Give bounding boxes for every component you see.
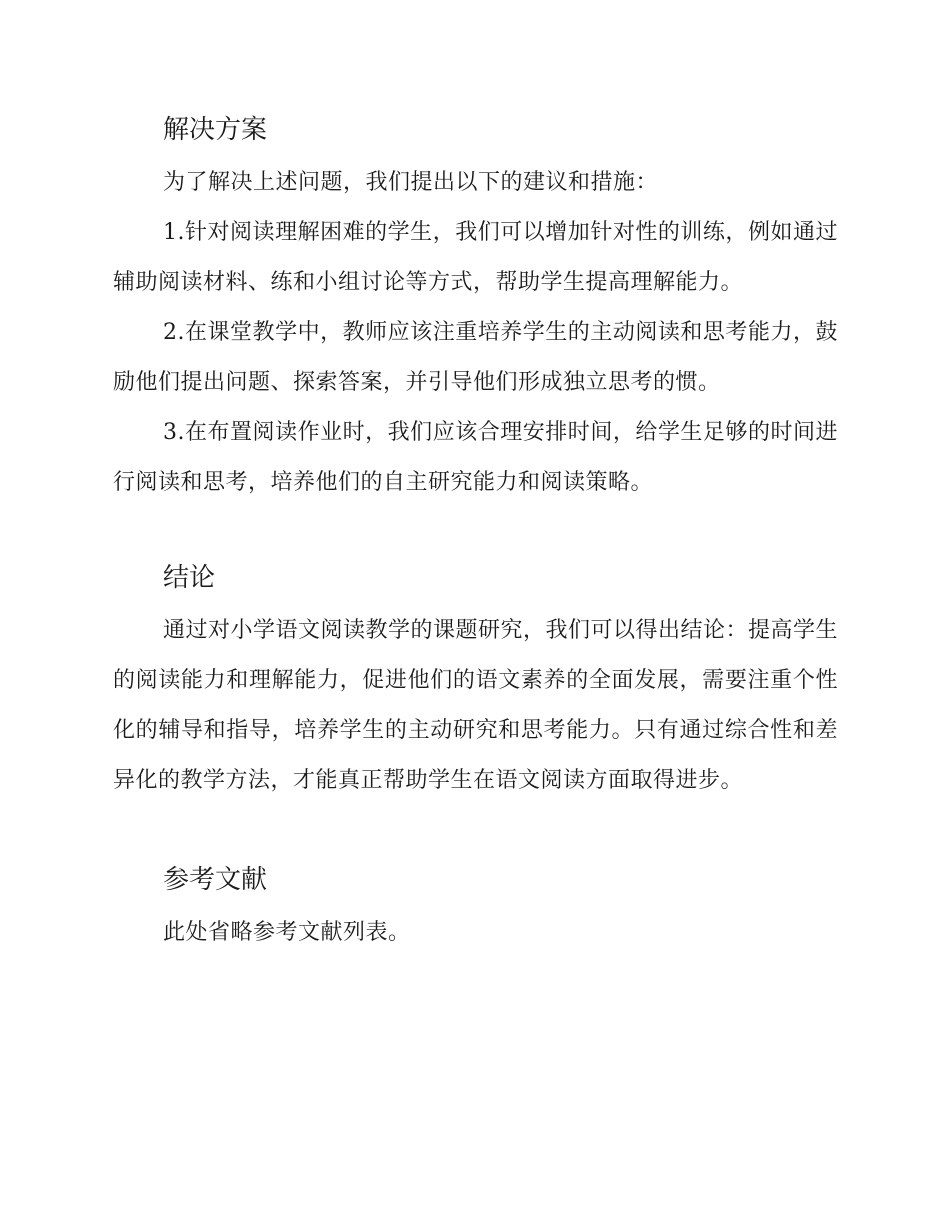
paragraph: 通过对小学语文阅读教学的课题研究，我们可以得出结论：提高学生的阅读能力和理解能力，促进他们的语文素养的全面发展，需要注重个性化的辅导和指导，培养学生的主动研究和思考能力。只有通过综合性和差异化的教学方法，才能真正帮助学生在语文阅读方面取得进步。: [113, 618, 839, 793]
section-gap: [113, 806, 838, 858]
paragraph: 此处省略参考文献列表。: [163, 920, 411, 945]
paragraph: 为了解决上述问题，我们提出以下的建议和措施：: [163, 170, 659, 195]
section-gap: [113, 508, 838, 556]
section-conclusion: [113, 556, 838, 806]
paragraph: 3.在布置阅读作业时，我们应该合理安排时间，给学生足够的时间进行阅读和思考，培养他们的自主研究能力和阅读策略。: [113, 420, 838, 495]
section-references: [113, 858, 838, 958]
section-heading: 参考文献: [163, 865, 268, 895]
section-heading: 结论: [163, 563, 216, 593]
paragraph: 1.针对阅读理解困难的学生，我们可以增加针对性的训练，例如通过辅助阅读材料、练和小组讨论等方式，帮助学生提高理解能力。: [113, 220, 838, 295]
section-heading: 解决方案: [163, 115, 268, 145]
paragraph: 2.在课堂教学中，教师应该注重培养学生的主动阅读和思考能力，鼓励他们提出问题、探索答案，并引导他们形成独立思考的惯。: [113, 320, 838, 395]
section-solutions: [113, 108, 838, 508]
document-body: [113, 108, 838, 958]
